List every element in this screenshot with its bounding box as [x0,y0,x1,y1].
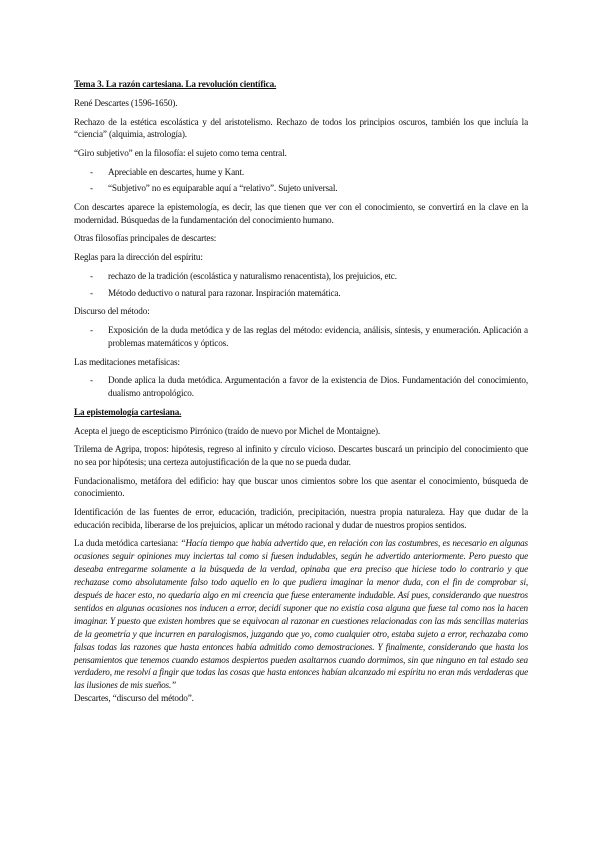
paragraph-otras: Otras filosofías principales de descartes: [74,233,217,244]
document-title: Tema 3. La razón cartesiana. La revolución científica. [74,79,277,89]
giro-list [74,166,528,195]
list-item: - Apreciable en descartes, hume y Kant. [74,166,528,179]
list-item: - “Subjetivo” no es equiparable aquí a “relativo”. Sujeto universal. [74,182,528,195]
list-item: - Donde aplica la duda metódica. Argumentación a favor de la existencia de Dios. Fundamentación del conocimiento, dualismo antropológico. [74,374,528,399]
author-line: René Descartes (1596-1650). [74,97,178,108]
paragraph-acepta: Acepta el juego de escepticismo Pirrónico (traído de nuevo por Michel de Montaigne). [74,425,381,436]
paragraph-discurso: Discurso del método: [74,306,150,317]
quote-paragraph [74,537,528,692]
list-item: - Exposición de la duda metódica y de las reglas del método: evidencia, análisis, síntesis, y enumeración. Aplicación a problemas matemáticos y ópticos. [74,324,528,349]
meditaciones-list [74,374,528,399]
paragraph-identificacion: Identificación de las fuentes de error, educación, tradición, precipitación, nuestra propia naturaleza. Hay que dudar de la educación recibida, liberarse de los prejuicios, aplicar un método racional y dudar de nuestros propios sentidos. [74,507,528,530]
discurso-list [74,324,528,349]
quote-intro: La duda metódica cartesiana: [74,538,181,549]
section-heading: La epistemología cartesiana. [74,406,182,417]
paragraph-reglas: Reglas para la dirección del espíritu: [74,252,203,263]
paragraph-giro: “Giro subjetivo” en la filosofía: el sujeto como tema central. [74,147,287,158]
paragraph-epistemologia: Con descartes aparece la epistemología, es decir, las que tienen que ver con el conocimiento, se convertirá en la clave en la modernidad. Búsquedas de la fundamentación del conocimiento humano. [74,202,528,225]
document-body [74,78,528,705]
quote-text: “Hacía tiempo que había advertido que, en relación con las costumbres, es necesario en algunas ocasiones seguir opiniones muy inciertas tal como si fuesen indudables, según he advertido anteriormente. Pero puesto que deseaba entregarme solamente a la búsqueda de la verdad, opinaba que era preciso que hiciese todo lo contrario y que rechazase como absolutamente falso todo aquello en lo que pudiera imaginar la menor duda, con el fin de comprobar si, después de hacer esto, no quedaría algo en mi creencia que fuese enteramente indudable. Así pues, considerando que nuestros sentidos en algunas ocasiones nos inducen a error, decidí suponer que no existía cosa alguna que fuese tal como nos la hacen imaginar. Y puesto que existen hombres que se equivocan al razonar en cuestiones relacionadas con las más sencillas materias de la geometría y que incurren en paralogismos, juzgando que yo, como cualquier otro, estaba sujeto a error, rechazaba como falsas todas las razones que hasta entonces había admitido como demostraciones. Y finalmente, considerando que hasta los pensamientos que tenemos cuando estamos despiertos pueden asaltarnos cuando dormimos, sin que ninguno en tal estado sea verdadero, me resolví a fingir que todas las cosas que hasta entonces habían alcanzado mi espíritu no eran más verdaderas que las ilusiones de mis sueños.” [74,538,528,691]
paragraph-rechazo: Rechazo de la estética escolástica y del aristotelismo. Rechazo de todos los principios oscuros, también los que incluía la “ciencia” (alquimia, astrología). [74,116,528,140]
quote-signature: Descartes, “discurso del método”. [74,693,194,704]
reglas-list [74,270,528,299]
list-item: - Método deductivo o natural para razonar. Inspiración matemática. [74,287,528,300]
paragraph-meditaciones: Las meditaciones metafísicas: [74,356,180,367]
paragraph-fundacionalismo: Fundacionalismo, metáfora del edificio: hay que buscar unos cimientos sobre los que asentar el conocimiento, búsqueda de conocimiento. [74,475,528,499]
paragraph-trilema: Trilema de Agripa, tropos: hipótesis, regreso al infinito y círculo vicioso. Descartes buscará un principio del conocimiento que no sea por hipótesis; una certeza autojustificación de la que no se pueda dudar. [74,444,528,467]
list-item: - rechazo de la tradición (escolástica y naturalismo renacentista), los prejuicios, etc. [74,270,528,283]
